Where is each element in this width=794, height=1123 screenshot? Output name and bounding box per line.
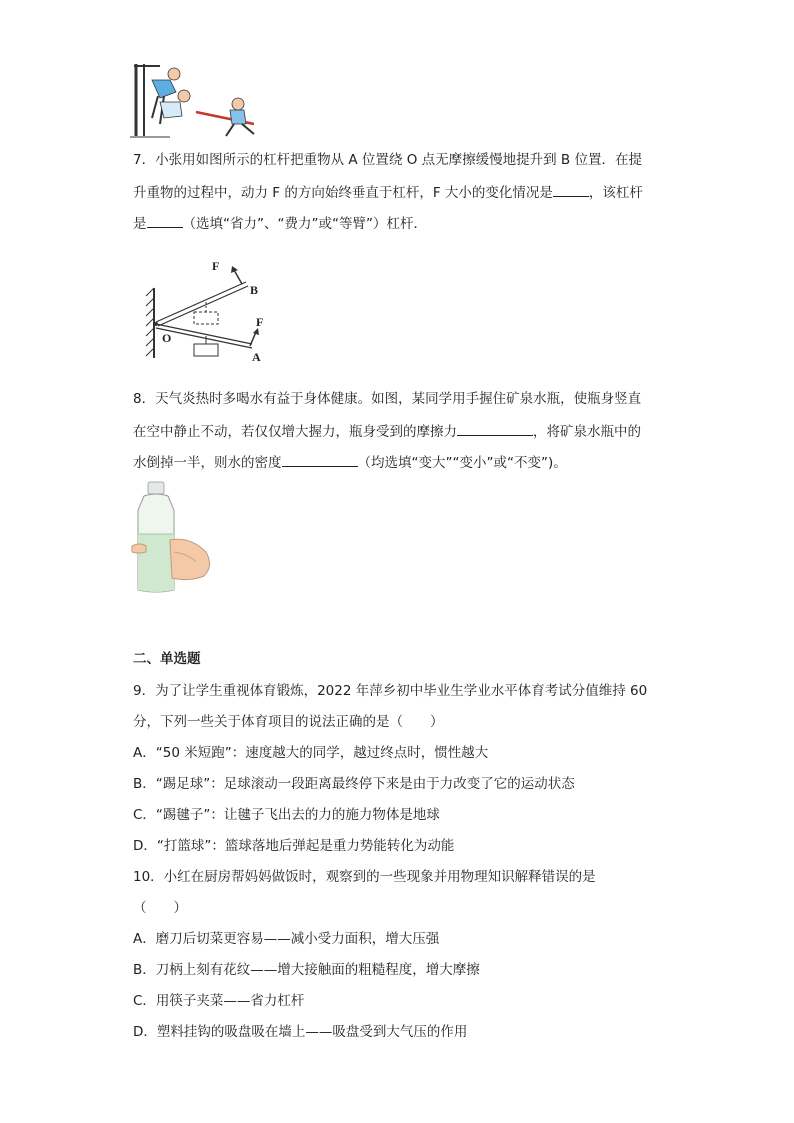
q8-line-3: 水倒掉一半，则水的密度 （均选填“变大”“变小”或“不变”)。 (133, 452, 567, 472)
q8-blank-2[interactable] (282, 452, 358, 467)
q9-line-1: 9．为了让学生重视体育锻炼，2022 年萍乡初中毕业生学业水平体育考试分值维持 60 (133, 683, 648, 699)
q9-option-b[interactable]: B．“踢足球”：足球滚动一段距离最终停下来是由于力改变了它的运动状态 (133, 776, 575, 792)
q10-line-2: （ ） (133, 900, 187, 916)
q9-option-a[interactable]: A．“50 米短跑”：速度越大的同学，越过终点时，惯性越大 (133, 745, 489, 761)
section-title-single-choice: 二、单选题 (133, 651, 201, 667)
q8-line-1: 8．天气炎热时多喝水有益于身体健康。如图，某同学用手握住矿泉水瓶，使瓶身竖直 (133, 391, 642, 407)
q7-blank-1[interactable] (553, 182, 589, 197)
q7-line-3: 是 （选填“省力”、“费力”或“等臂”）杠杆． (133, 213, 427, 233)
q10-line-1: 10．小红在厨房帮妈妈做饭时，观察到的一些现象并用物理知识解释错误的是 (133, 869, 596, 885)
q7-line-1: 7．小张用如图所示的杠杆把重物从 A 位置绕 O 点无摩擦缓慢地提升到 B 位置．在提 (133, 152, 642, 168)
lever-label-o: O (162, 331, 172, 345)
q10-option-c[interactable]: C．用筷子夹菜——省力杠杆 (133, 993, 305, 1009)
lever-label-a: A (252, 350, 261, 364)
q8-blank-1[interactable] (457, 421, 533, 436)
q8-line-2: 在空中静止不动，若仅仅增大握力，瓶身受到的摩擦力 ，将矿泉水瓶中的 (133, 421, 641, 441)
q9-line-2: 分，下列一些关于体育项目的说法正确的是（ ） (133, 714, 444, 730)
q10-option-a[interactable]: A．磨刀后切菜更容易——减小受力面积，增大压强 (133, 931, 440, 947)
water-bottle-figure (130, 480, 220, 596)
lever-label-f-bottom: F (256, 315, 264, 329)
q9-option-d[interactable]: D．“打篮球”：篮球落地后弹起是重力势能转化为动能 (133, 838, 455, 854)
q7-line-2: 升重物的过程中，动力 F 的方向始终垂直于杠杆，F 大小的变化情况是 ，该杠杆 (133, 182, 643, 202)
lever-label-b: B (250, 283, 259, 297)
q10-option-d[interactable]: D．塑料挂钩的吸盘吸在墙上——吸盘受到大气压的作用 (133, 1024, 468, 1040)
lever-label-f-top: F (212, 259, 220, 273)
q9-option-c[interactable]: C．“踢毽子”：让毽子飞出去的力的施力物体是地球 (133, 807, 440, 823)
q10-option-b[interactable]: B．刀柄上刻有花纹——增大接触面的粗糙程度，增大摩擦 (133, 962, 480, 978)
athletes-figure (130, 58, 270, 140)
lever-figure (138, 258, 278, 366)
q7-blank-2[interactable] (147, 213, 183, 228)
